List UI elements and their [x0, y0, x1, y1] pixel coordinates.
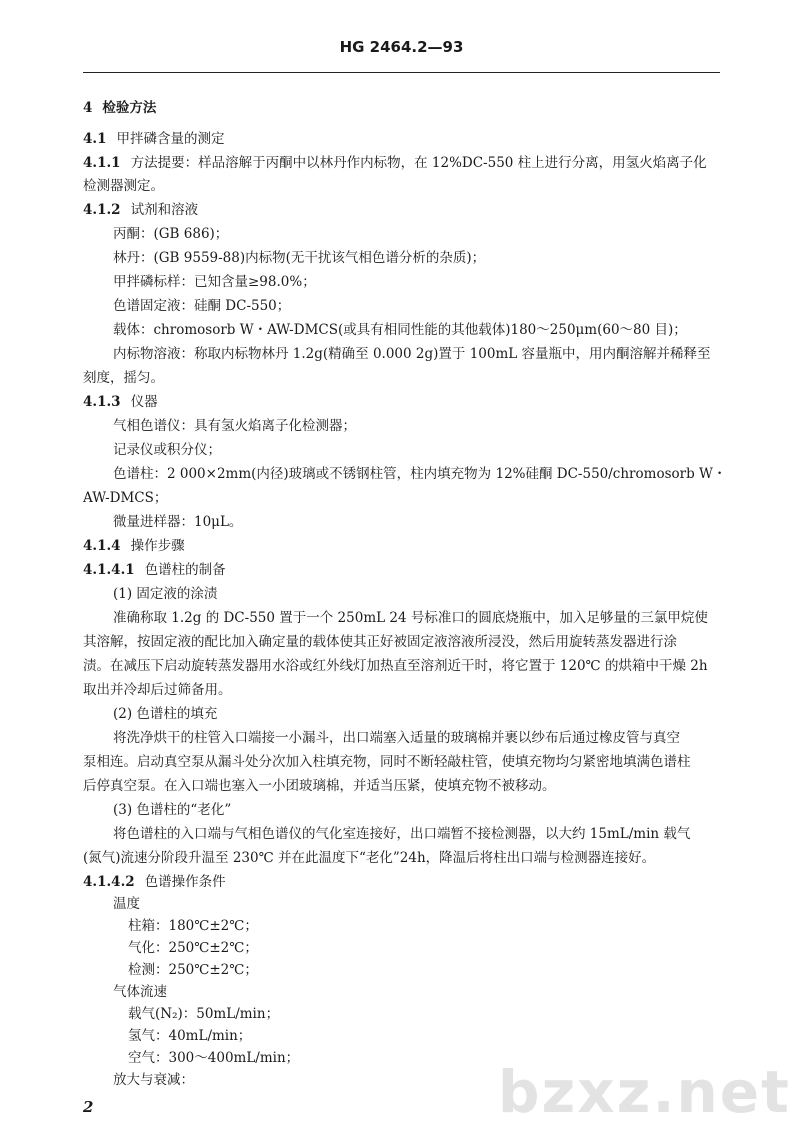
section-4-1-4-1-heading — [83, 560, 226, 580]
page-header: HG 2464.2—93 — [339, 38, 464, 56]
header-rule — [83, 72, 720, 73]
condition-group-title: 气体流速 — [113, 984, 167, 1000]
reagent-line: 内标物溶液：称取内标物林丹 1.2g(精确至 0.000 2g)置于 100mL 容量瓶中，用内酮溶解并稀释至 — [113, 346, 711, 362]
reagent-line: 色谱固定液：硅酮 DC-550； — [113, 298, 291, 314]
section-4-1-1-text — [83, 153, 707, 173]
instrument-line: AW-DMCS； — [83, 490, 168, 506]
section-number: 4.1.4.1 — [83, 562, 135, 578]
reagent-line: 林丹：(GB 9559-88)内标物(无干扰该气相色谱分析的杂质)； — [113, 250, 486, 266]
section-title: 试剂和溶液 — [130, 202, 199, 218]
section-number: 4 — [83, 100, 93, 116]
section-4-1-3-heading — [83, 392, 158, 412]
section-title: 色谱柱的制备 — [144, 562, 226, 578]
condition-group-title: 放大与衰减： — [113, 1072, 194, 1088]
reagent-line: 甲拌磷标样：已知含量≥98.0%； — [113, 274, 316, 290]
section-4-1-2-heading — [83, 200, 198, 220]
instrument-line: 气相色谱仪：具有氢火焰离子化检测器； — [113, 418, 356, 434]
section-4-1-4-heading — [83, 536, 185, 556]
section-number: 4.1.4.2 — [83, 874, 135, 890]
subsection-title: (3) 色谱柱的“老化” — [113, 802, 232, 818]
page-number: 2 — [83, 1098, 94, 1116]
section-number: 4.1.2 — [83, 202, 121, 218]
subsection-title: (2) 色谱柱的填充 — [113, 706, 218, 722]
watermark: bzxz.net — [498, 1058, 791, 1126]
section-4-1-heading — [83, 129, 225, 149]
condition-line: 载气(N₂)：50mL/min； — [128, 1006, 280, 1022]
reagent-line: 刻度，摇匀。 — [83, 370, 164, 386]
condition-line: 空气：300～400mL/min； — [128, 1050, 300, 1066]
section-4-1-4-2-heading — [83, 872, 226, 892]
section-title: 色谱操作条件 — [144, 874, 226, 890]
instrument-line: 微量进样器：10μL。 — [113, 514, 243, 530]
section-4-heading — [83, 98, 156, 118]
paragraph-continuation: 检测器测定。 — [83, 178, 164, 194]
condition-line: 柱箱：180℃±2℃； — [128, 918, 258, 934]
condition-line: 氢气：40mL/min； — [128, 1028, 252, 1044]
condition-group-title: 温度 — [113, 896, 140, 912]
section-title: 检验方法 — [102, 100, 157, 116]
paragraph-line: 渍。在减压下启动旋转蒸发器用水浴或红外线灯加热直至溶剂近干时，将它置于 120℃ 的烘箱中干燥 2h — [83, 658, 708, 674]
paragraph-line: 取出并冷却后过筛备用。 — [83, 682, 232, 698]
paragraph-line: 准确称取 1.2g 的 DC-550 置于一个 250mL 24 号标准口的圆底烧瓶中，加入足够量的三氯甲烷使 — [113, 610, 708, 626]
subsection-title: (1) 固定液的涂渍 — [113, 586, 218, 602]
section-number: 4.1.4 — [83, 538, 121, 554]
reagent-line: 丙酮：(GB 686)； — [113, 226, 229, 242]
section-number: 4.1.3 — [83, 394, 121, 410]
section-number: 4.1.1 — [83, 155, 121, 171]
paragraph-line: 将色谱柱的入口端与气相色谱仪的气化室连接好，出口端暂不接检测器，以大约 15mL/min 载气 — [113, 826, 691, 842]
instrument-line: 记录仪或积分仪； — [113, 442, 221, 458]
paragraph-line: 后停真空泵。在入口端也塞入一小团玻璃棉，并适当压紧，使填充物不被移动。 — [83, 778, 556, 794]
section-title: 甲拌磷含量的测定 — [116, 131, 225, 147]
paragraph-line: 泵相连。启动真空泵从漏斗处分次加入柱填充物，同时不断轻敲柱管，使填充物均匀紧密地填满色谱柱 — [83, 754, 691, 770]
condition-line: 气化：250℃±2℃； — [128, 940, 258, 956]
paragraph-line: 其溶解，按固定液的配比加入确定量的载体使其正好被固定液溶液所浸没，然后用旋转蒸发器进行涂 — [83, 634, 677, 650]
condition-line: 检测：250℃±2℃； — [128, 962, 258, 978]
paragraph-line: (氮气)流速分阶段升温至 230℃ 并在此温度下“老化”24h，降温后将柱出口端与检测器连接好。 — [83, 850, 656, 866]
reagent-line: 载体：chromosorb W・AW-DMCS(或具有相同性能的其他载体)180～250μm(60～80 目)； — [113, 322, 687, 338]
section-title: 仪器 — [130, 394, 158, 410]
instrument-line: 色谱柱：2 000×2mm(内径)玻璃或不锈钢柱管，柱内填充物为 12%硅酮 DC-550/chromosorb W・ — [113, 466, 727, 482]
section-title: 操作步骤 — [130, 538, 185, 554]
paragraph-text: 方法提要：样品溶解于丙酮中以林丹作内标物，在 12%DC-550 柱上进行分离，用氢火焰离子化 — [130, 155, 707, 171]
paragraph-line: 将洗净烘干的柱管入口端接一小漏斗，出口端塞入适量的玻璃棉并裹以纱布后通过橡皮管与真空 — [113, 730, 680, 746]
section-number: 4.1 — [83, 131, 107, 147]
